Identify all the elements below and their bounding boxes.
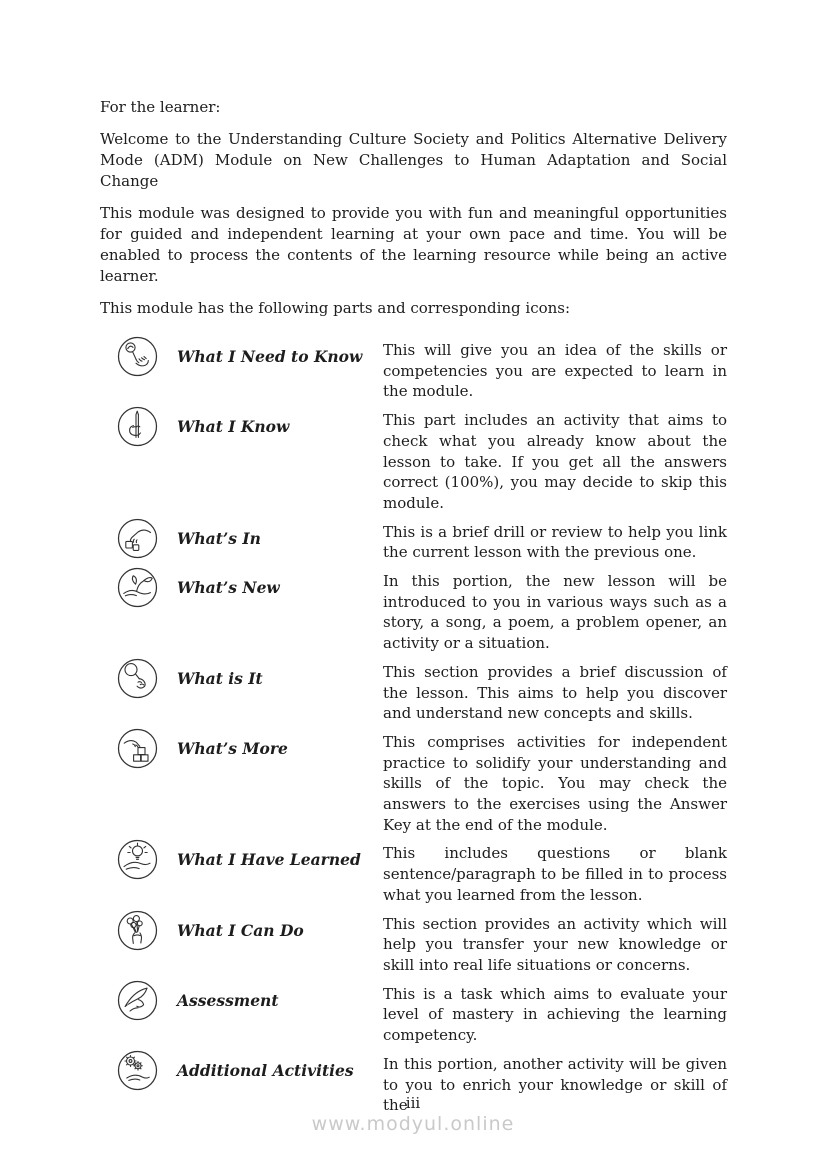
section-description: This includes questions or blank sentence/paragraph to be filled in to process what you learned from the lesson. <box>383 844 727 904</box>
icon-guide-row <box>100 914 727 976</box>
quill-hand-icon <box>117 980 158 1021</box>
icon-guide-row <box>100 522 727 563</box>
section-description: This section provides a brief discussion of the lesson. This aims to help you discover and understand new concepts and skills. <box>383 662 727 723</box>
section-label: What I Can Do <box>177 920 304 940</box>
puzzle-hand-icon <box>117 518 158 559</box>
flowers-hand-icon <box>117 910 158 951</box>
section-description: This section provides an activity which will help you transfer your new knowledge or skill into real life situations or concerns. <box>383 914 727 974</box>
section-label: Assessment <box>177 990 279 1010</box>
section-description: In this portion, the new lesson will be introduced to you in various ways such as a story, a song, a poem, a problem opener, an activity or a situation. <box>383 572 727 653</box>
section-label: What I Need to Know <box>177 347 363 366</box>
icon-guide-row <box>100 340 727 402</box>
intro-paragraph-parts: This module has the following parts and corresponding icons: <box>100 299 571 317</box>
lightbulb-hand-icon <box>117 839 158 880</box>
section-label: What I Know <box>177 417 290 437</box>
section-label: What’s New <box>177 578 280 598</box>
magnifier-hand-icon <box>117 658 158 699</box>
section-label: What’s In <box>177 528 261 548</box>
section-description: This is a brief drill or review to help you link the current lesson with the previous one. <box>383 522 727 562</box>
sprout-hand-icon <box>117 567 158 608</box>
section-label: What is It <box>177 668 263 688</box>
section-label: Additional Activities <box>177 1060 354 1080</box>
gears-hand-icon <box>117 1050 158 1091</box>
pencil-hand-icon <box>117 406 158 447</box>
section-description: This comprises activities for independent practice to solidify your understanding and skills of the topic. You may check the answers to the exercises using the Answer Key at the end of the module. <box>383 732 727 834</box>
section-description: In this portion, another activity will be given to you to enrich your knowledge or skill of the <box>383 1054 727 1115</box>
icon-guide-row <box>100 410 727 514</box>
intro-paragraph-welcome: Welcome to the Understanding Culture Society and Politics Alternative Delivery Mode (ADM) Module on New Challenges to Human Adaptation and Social Change <box>100 130 727 190</box>
icon-guide-row <box>100 843 727 905</box>
section-description: This will give you an idea of the skills or competencies you are expected to learn in the module. <box>383 341 727 401</box>
page-number: iii <box>405 1094 421 1112</box>
section-label: What’s More <box>177 738 288 758</box>
section-label: What I Have Learned <box>177 850 361 870</box>
icon-guide-row <box>100 571 727 654</box>
blocks-hand-icon <box>117 728 158 769</box>
icon-guide-row <box>100 662 727 724</box>
watermark-text: www.modyul.online <box>311 1113 515 1135</box>
icon-guide-row <box>100 732 727 836</box>
section-description: This part includes an activity that aims to check what you already know about the lesson to take. If you get all the answers correct (100%), you may decide to skip this module. <box>383 411 727 512</box>
icon-guide-row <box>100 984 727 1046</box>
intro-paragraph-design: This module was designed to provide you with fun and meaningful opportunities for guided and independent learning at your own pace and time. You will be enabled to process the contents of the learning resource while being an active learner. <box>100 204 727 285</box>
section-description: This is a task which aims to evaluate your level of mastery in achieving the learning competency. <box>383 984 727 1045</box>
page-title: For the learner: <box>100 98 221 116</box>
icon-guide-table <box>100 340 727 1116</box>
target-hand-icon <box>117 336 158 377</box>
